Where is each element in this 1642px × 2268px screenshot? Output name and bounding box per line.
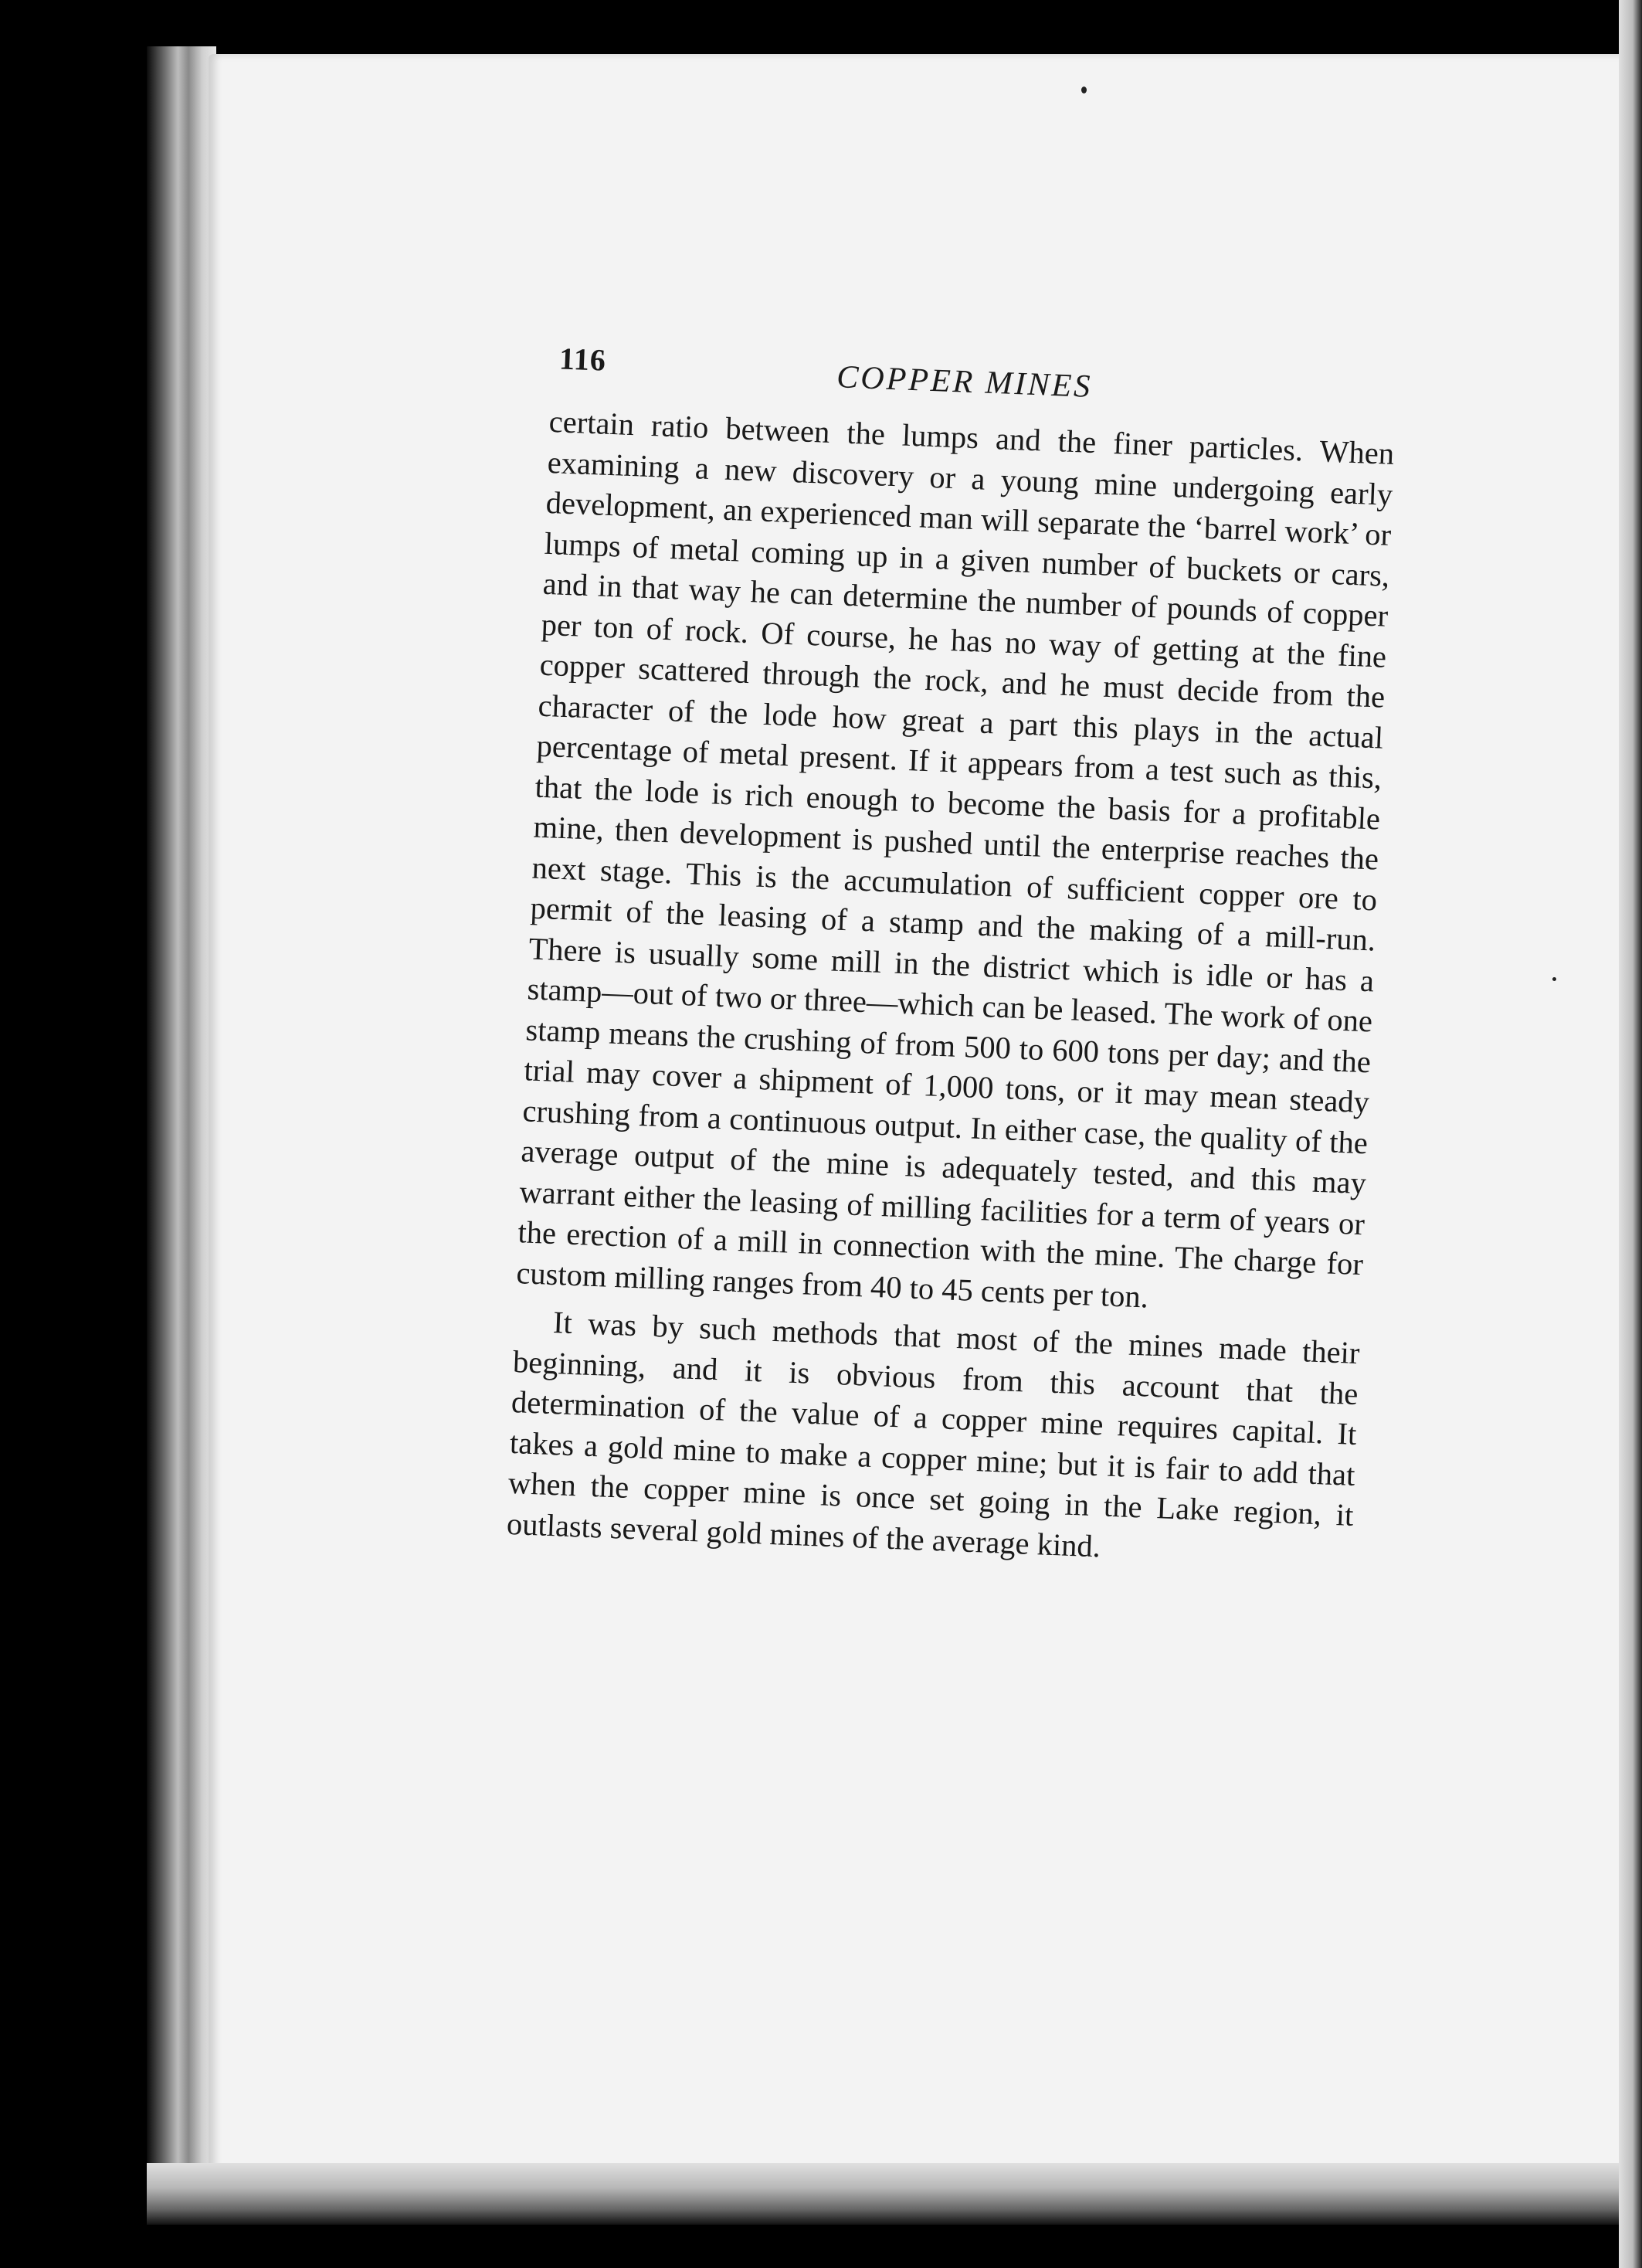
book-right-edge bbox=[1619, 0, 1642, 2268]
scan-speck bbox=[1081, 87, 1087, 93]
scan-speck bbox=[1552, 977, 1556, 981]
book-bottom-edge bbox=[147, 2163, 1642, 2225]
body-paragraph: It was by such methods that most of the mines made their beginning, and it is obvious from this account that the determination of the value of a copper mine requires capital. It takes a gold mine to make a copper mine; but it is fair to add that when the copper mine is once set going in the Lake region, it outlasts several gold mines of the average kind. bbox=[506, 1304, 1361, 1563]
book-page-stack-edge bbox=[147, 46, 216, 2209]
running-title: COPPER MINES bbox=[836, 359, 1094, 405]
page-content bbox=[506, 340, 1397, 1577]
body-paragraph: certain ratio between the lumps and the finer particles. When examining a new discovery or a young mine undergoing early development, an experienced man will separate the ‘barrel work’ or lumps of metal coming up in a given number of buckets or cars, and in that way he can determine the number of pounds of copper per ton of rock. Of course, he has no way of getting at the fine copper scattered through the rock, and he must decide from the character of the lode how great a part this plays in the actual percentage of metal present. If it appears from a test such as this, that the lode is rich enough to become the basis for a profitable mine, then development is pushed until the enterprise reaches the next stage. This is the accumulation of sufficient copper ore to permit of the leasing of a stamp and the making of a mill-run. There is usually some mill in the district which is idle or has a stamp—out of two or three—which can be leased. The work of one stamp means the crushing of from 500 to 600 tons per day; and the trial may cover a shipment of 1,000 tons, or it may mean steady crushing from a continuous output. In either case, the quality of the average output of the mine is adequately tested, and this may warrant either the leasing of milling facilities for a term of years or the erection of a mill in connection with the mine. The charge for custom milling ranges from 40 to 45 cents per ton. bbox=[515, 403, 1396, 1315]
page-number: 116 bbox=[558, 341, 607, 378]
